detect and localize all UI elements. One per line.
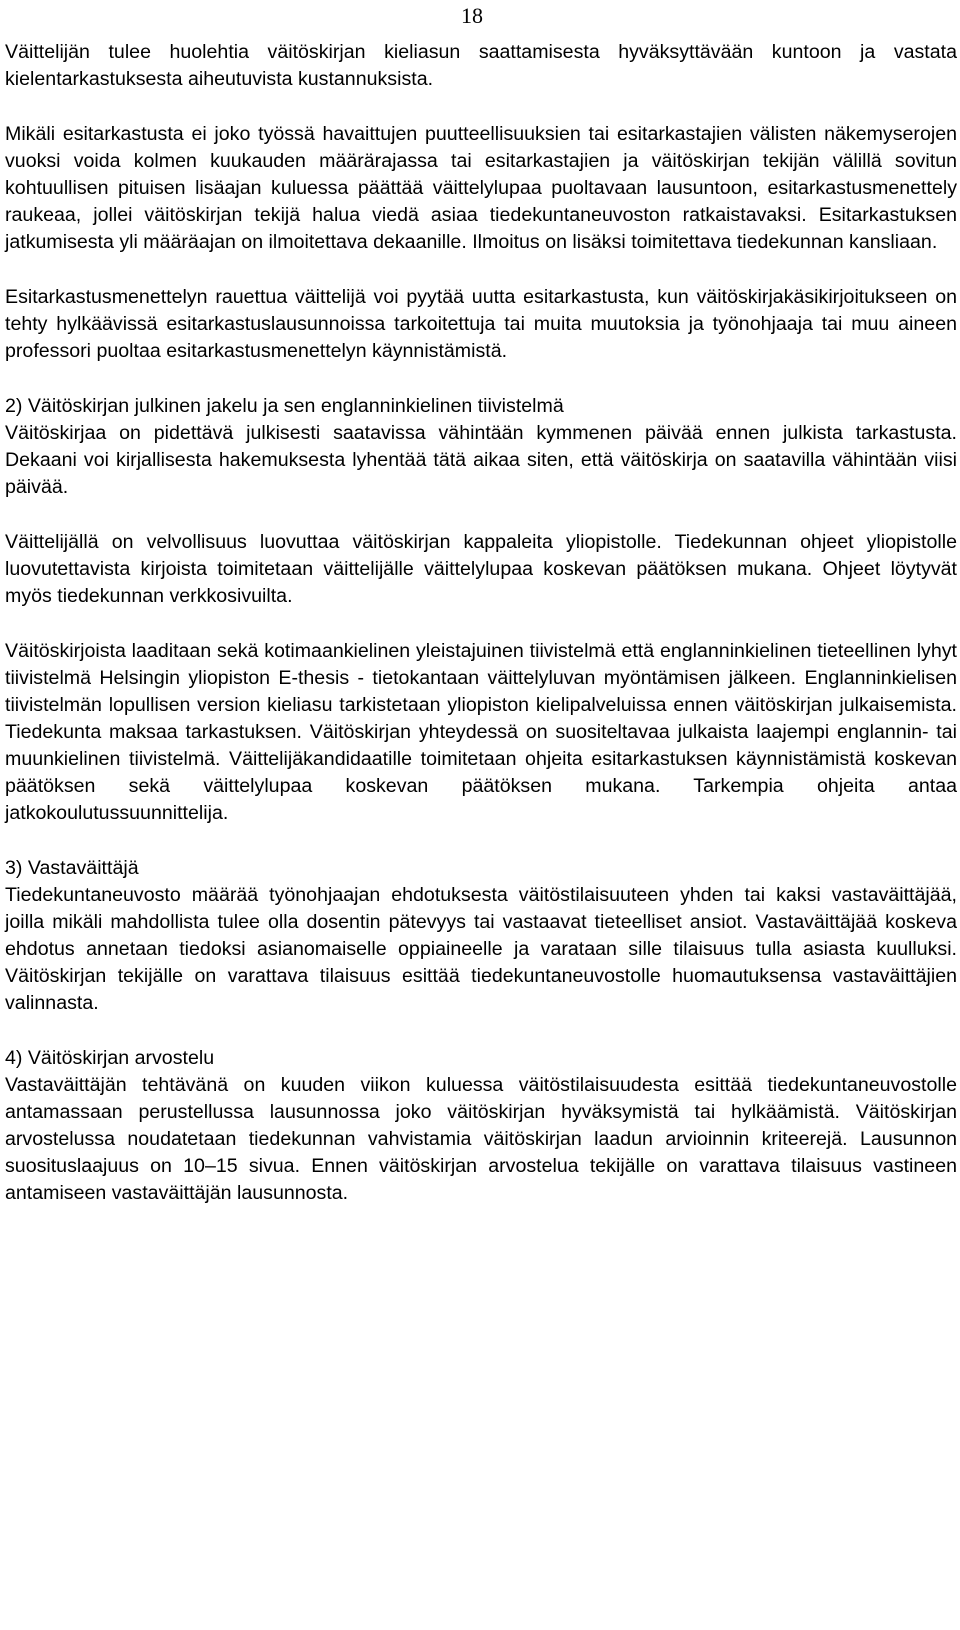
section-heading-opponent: 3) Vastaväittäjä xyxy=(5,857,139,879)
paragraph-language-review: Väittelijän tulee huolehtia väitöskirjan kieliasun saattamisesta hyväksyttävään kuntoon ja vastata kielentarkastuksesta aiheutuvista kustannuksista. xyxy=(5,41,957,90)
document-body xyxy=(5,39,957,1207)
section-opponent xyxy=(5,855,957,1017)
paragraph-new-preexamination: Esitarkastusmenettelyn rauettua väittelijä voi pyytää uutta esitarkastusta, kun väitöskirjakäsikirjoitukseen on tehty hylkäävissä esitarkastuslausunnoissa tarkoitettuja tai muita muutoksia ja työnohjaaja tai muu aineen professori puoltaa esitarkastusmenettelyn käynnistämistä. xyxy=(5,286,957,362)
section-evaluation xyxy=(5,1045,957,1207)
paragraph-abstracts: Väitöskirjoista laaditaan sekä kotimaankielinen yleistajuinen tiivistelmä että englanninkielinen tieteellinen lyhyt tiivistelmä Helsingin yliopiston E-thesis - tietokantaan väittelyluvan myöntämisen jälkeen. Englanninkielisen tiivistelmän lopullisen version kieliasu tarkistetaan yliopiston kielipalveluissa ennen väitöskirjan julkaisemista. Tiedekunta maksaa tarkastuksen. Väitöskirjan yhteydessä on suositeltavaa julkaista laajempi englannin- tai muunkielinen tiivistelmä. Väittelijäkandidaatille toimitetaan ohjeita esitarkastuksen käynnistämistä koskevan päätöksen sekä väittelylupaa koskevan päätöksen mukana. Tarkempia ohjeita antaa jatkokoulutussuunnittelija. xyxy=(5,640,957,824)
paragraph-opponent-appointment: Tiedekuntaneuvosto määrää työnohjaajan ehdotuksesta väitöstilaisuuteen yhden tai kaksi vastaväittäjää, joilla mikäli mahdollista tulee olla dosentin pätevyys tai vastaavat tieteelliset ansiot. Vastaväittäjää koskeva ehdotus annetaan tiedoksi asianomaiselle oppiaineelle ja varataan sille tilaisuus tulla asiasta kuulluksi. Väitöskirjan tekijälle on varattava tilaisuus esittää tiedekuntaneuvostolle huomautuksensa vastaväittäjien valinnasta. xyxy=(5,884,957,1014)
paragraph-public-availability: Väitöskirjaa on pidettävä julkisesti saatavissa vähintään kymmenen päivää ennen julkista tarkastusta. Dekaani voi kirjallisesta hakemuksesta lyhentää tätä aikaa siten, että väitöskirja on saatavilla vähintään viisi päivää. xyxy=(5,422,957,498)
section-heading-public-distribution: 2) Väitöskirjan julkinen jakelu ja sen englanninkielinen tiivistelmä xyxy=(5,395,564,417)
section-heading-evaluation: 4) Väitöskirjan arvostelu xyxy=(5,1047,215,1069)
paragraph-preexamination-deadline: Mikäli esitarkastusta ei joko työssä havaittujen puutteellisuuksien tai esitarkastajien välisten näkemyserojen vuoksi voida kolmen kuukauden määrärajassa tai esitarkastajien ja väitöskirjan tekijän välillä sovitun kohtuullisen pituisen lisäajan kuluessa päättää väittelylupaa puoltavaan lausuntoon, esitarkastusmenettely raukeaa, jollei väitöskirjan tekijä halua viedä asiaa tiedekuntaneuvoston ratkaistavaksi. Esitarkastuksen jatkumisesta yli määräajan on ilmoitettava dekaanille. Ilmoitus on lisäksi toimitettava tiedekunnan kansliaan. xyxy=(5,123,957,253)
paragraph-copies-to-university: Väittelijällä on velvollisuus luovuttaa väitöskirjan kappaleita yliopistolle. Tiedekunnan ohjeet yliopistolle luovutettavista kirjoista toimitetaan väittelijälle väittelylupaa koskevan päätöksen mukana. Ohjeet löytyvät myös tiedekunnan verkkosivuilta. xyxy=(5,531,957,607)
section-public-distribution xyxy=(5,393,957,827)
paragraph-evaluation-statement: Vastaväittäjän tehtävänä on kuuden viikon kuluessa väitöstilaisuudesta esittää tiedekuntaneuvostolle antamassaan perustellussa lausunnossa joko väitöskirjan hyväksymistä tai hylkäämistä. Väitöskirjan arvostelussa noudatetaan tiedekunnan vahvistamia väitöskirjan laadun arvioinnin kriteerejä. Lausunnon suosituslaajuus on 10–15 sivua. Ennen väitöskirjan arvostelua tekijälle on varattava tilaisuus vastineen antamiseen vastaväittäjän lausunnosta. xyxy=(5,1074,957,1204)
page-number: 18 xyxy=(461,3,483,28)
